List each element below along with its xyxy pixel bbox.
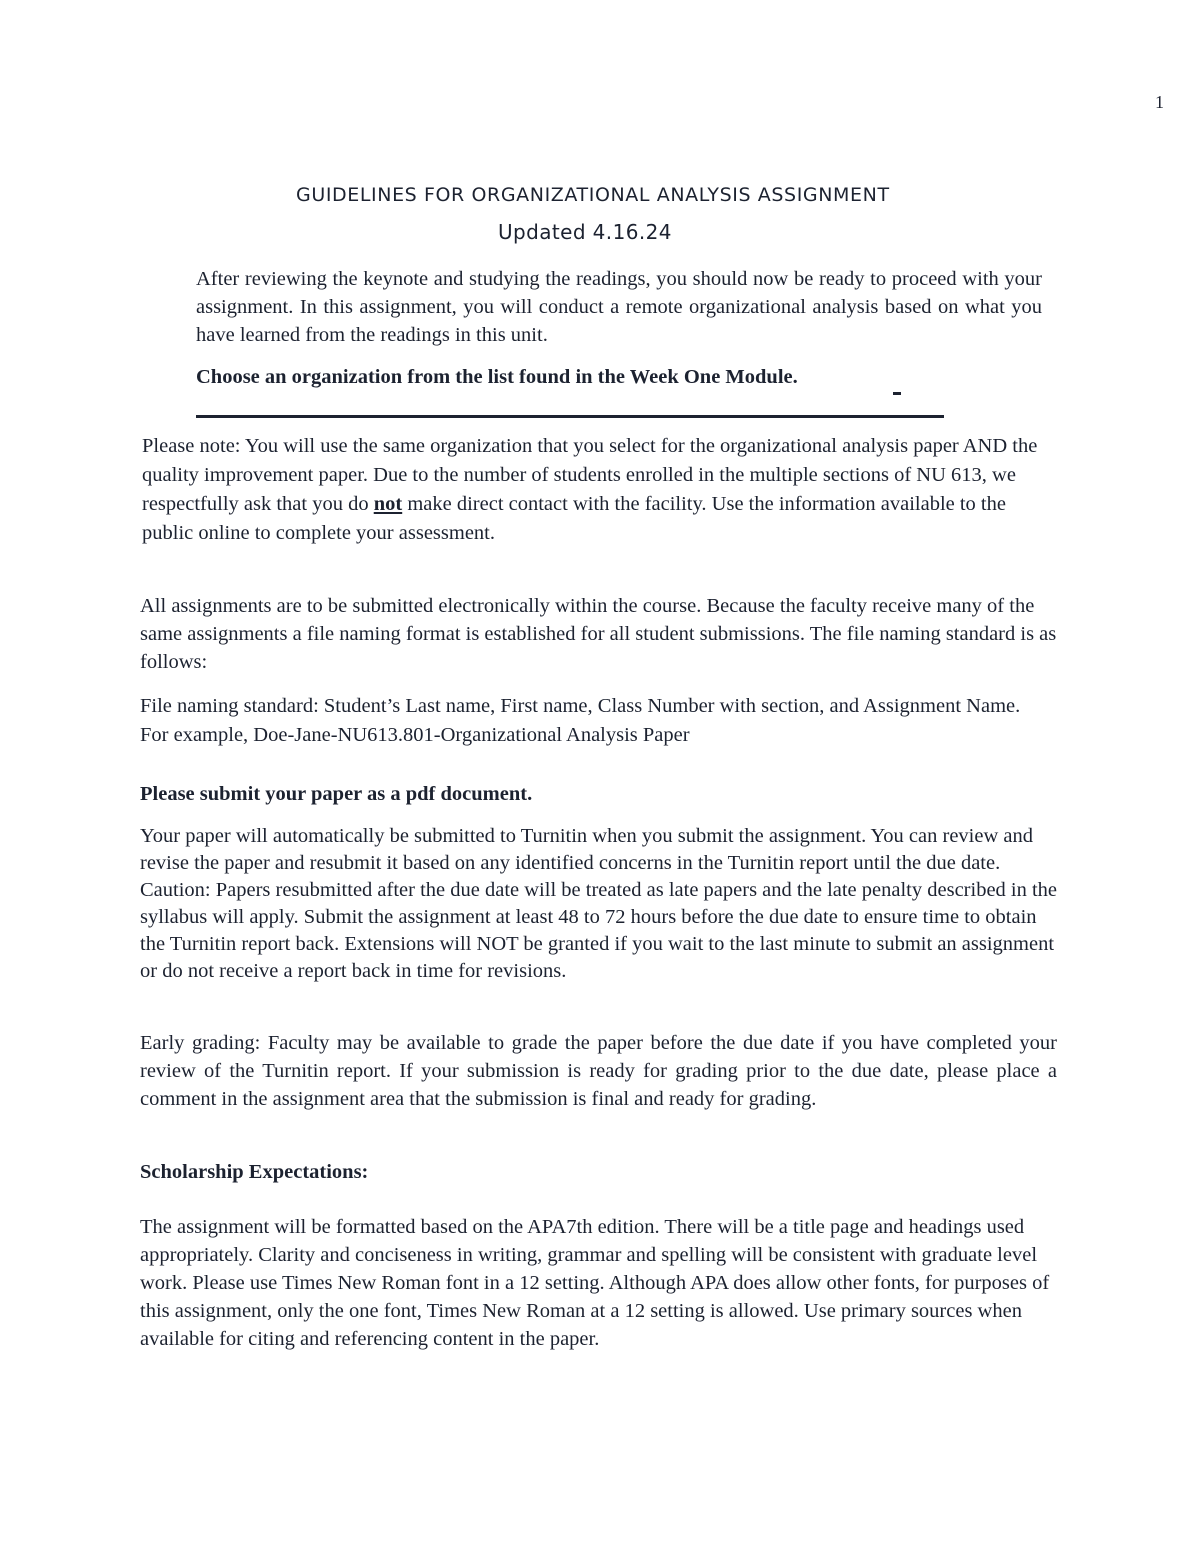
note-text-after: make direct contact with the facility. Use the information available to the public online to complete your assessment. [142,493,1006,544]
turnitin-paragraph: Your paper will automatically be submitted to Turnitin when you submit the assignment. You can review and revise the paper and resubmit it based on any identified concerns in the Turnitin report until the due date. Caution: Papers resubmitted after the due date will be treated as late papers and the late penalty described in the syllabus will apply. Submit the assignment at least 48 to 72 hours before the due date to ensure time to obtain the Turnitin report back. Extensions will NOT be granted if you wait to the last minute to submit an assignment or do not receive a report back in time for revisions. [140,825,1058,982]
pdf-heading: Please submit your paper as a pdf document. [140,783,533,805]
early-grading-paragraph: Early grading: Faculty may be available to grade the paper before the due date if you have completed your review of the Turnitin report. If your submission is ready for grading prior to the due date, please place a comment in the assignment area that the submission is final and ready for grading. [140,1032,1057,1110]
choose-organization-heading: Choose an organization from the list found in the Week One Module. [196,366,798,388]
scholarship-heading: Scholarship Expectations: [140,1161,369,1183]
updated-date: Updated 4.16.24 [498,220,672,244]
submission-paragraph: All assignments are to be submitted electronically within the course. Because the faculty receive many of the same assignments a file naming format is established for all student submissions. The file naming standard is as follows: [140,595,1057,673]
intro-paragraph: After reviewing the keynote and studying the readings, you should now be ready to proceed with your assignment. In this assignment, you will conduct a remote organizational analysis based on what you have learned from the readings in this unit. [196,268,1042,346]
file-naming-paragraph: File naming standard: Student’s Last name, First name, Class Number with section, and Assignment Name. For example, Doe-Jane-NU613.801-Organizational Analysis Paper [140,695,1021,746]
note-text-before: Please note: You will use the same organization that you select for the organizational analysis paper AND the quality improvement paper. Due to the number of students enrolled in the multiple sections of NU 613, we respectfully ask that you do [142,435,1038,515]
inline-mark [893,392,901,395]
document-title: GUIDELINES FOR ORGANIZATIONAL ANALYSIS ASSIGNMENT [296,184,890,206]
note-paragraph [142,432,1042,548]
page-number: 1 [1155,92,1164,112]
scholarship-paragraph: The assignment will be formatted based on the APA7th edition. There will be a title page and headings used appropriately. Clarity and conciseness in writing, grammar and spelling will be consistent with graduate level work. Please use Times New Roman font in a 12 setting. Although APA does allow other fonts, for purposes of this assignment, only the one font, Times New Roman at a 12 setting is allowed. Use primary sources when available for citing and referencing content in the paper. [140,1216,1050,1350]
section-divider [196,415,944,418]
note-emphasis: not [373,493,403,515]
